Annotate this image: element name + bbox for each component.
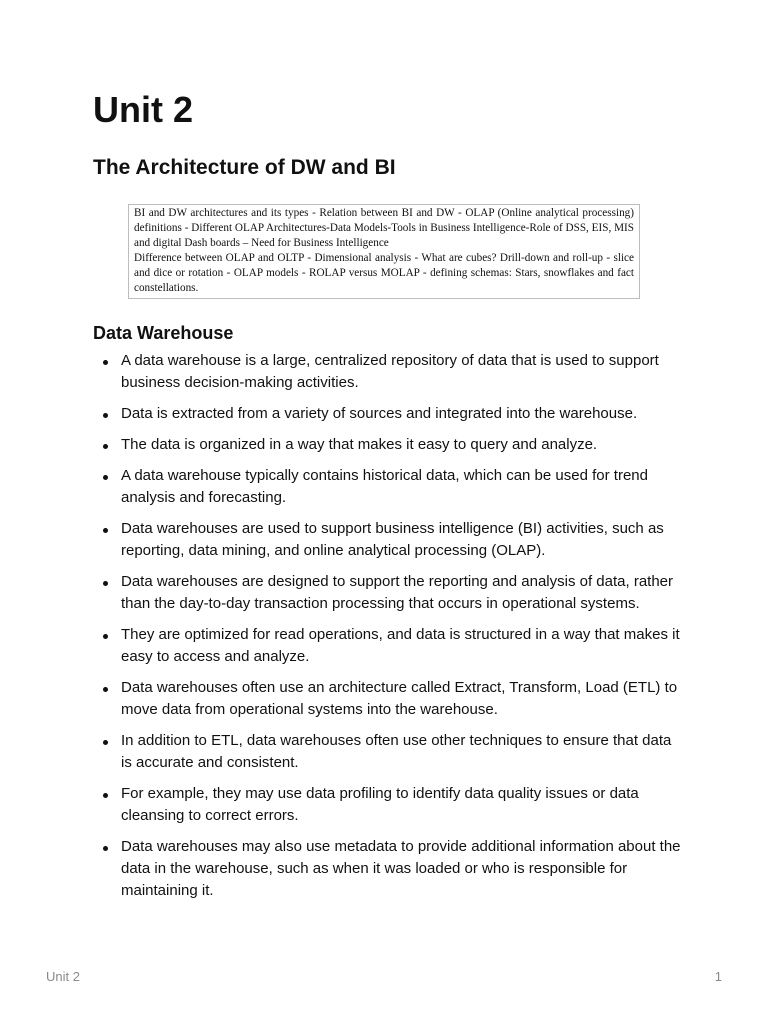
bullet-icon xyxy=(103,740,108,745)
bullet-text: Data warehouses may also use metadata to provide additional information about the data in the warehouse, such as when it was loaded or who is responsible for maintaining it. xyxy=(121,838,681,899)
bullet-item xyxy=(93,350,683,394)
bullet-item xyxy=(93,783,683,827)
footer-unit-label: Unit 2 xyxy=(46,969,80,984)
unit-title: Unit 2 xyxy=(93,89,194,130)
bullet-text: A data warehouse is a large, centralized repository of data that is used to support business decision-making activities. xyxy=(121,352,659,391)
syllabus-paragraph-2: Difference between OLAP and OLTP - Dimensional analysis - What are cubes? Drill-down and roll-up - slice and dice or rotation - OLAP models - ROLAP versus MOLAP - defining schemas: Stars, snowflakes and fact constellations. xyxy=(134,252,634,294)
bullet-text: The data is organized in a way that makes it easy to query and analyze. xyxy=(121,436,598,453)
bullet-item xyxy=(93,465,683,509)
bullet-text: A data warehouse typically contains historical data, which can be used for trend analysis and forecasting. xyxy=(121,467,648,506)
bullet-text: Data warehouses are designed to support the reporting and analysis of data, rather than the day-to-day transaction processing that occurs in operational systems. xyxy=(121,573,674,612)
bullet-text: They are optimized for read operations, and data is structured in a way that makes it easy to access and analyze. xyxy=(121,626,680,665)
bullet-item xyxy=(93,403,683,425)
bullet-icon xyxy=(103,581,108,586)
page-content xyxy=(93,88,683,911)
bullet-icon xyxy=(103,846,108,851)
subsection-title: Data Warehouse xyxy=(93,323,234,343)
bullet-item xyxy=(93,730,683,774)
bullet-item xyxy=(93,571,683,615)
bullet-item xyxy=(93,434,683,456)
bullet-icon xyxy=(103,687,108,692)
bullet-icon xyxy=(103,444,108,449)
bullet-icon xyxy=(103,793,108,798)
bullet-text: For example, they may use data profiling to identify data quality issues or data cleansing to correct errors. xyxy=(121,785,639,824)
footer-page-number: 1 xyxy=(714,969,722,984)
syllabus-paragraph-1: BI and DW architectures and its types - Relation between BI and DW - OLAP (Online analytical processing) definitions - Different OLAP Architectures-Data Models-Tools in Business Intelligence-Role of DSS, EIS, MIS and digital Dash boards – Need for Business Intelligence xyxy=(134,207,634,249)
bullet-icon xyxy=(103,413,108,418)
syllabus-image xyxy=(128,204,640,299)
bullet-text: Data warehouses are used to support business intelligence (BI) activities, such as reporting, data mining, and online analytical processing (OLAP). xyxy=(121,520,664,559)
bullet-item xyxy=(93,518,683,562)
bullet-list xyxy=(93,350,683,902)
bullet-icon xyxy=(103,528,108,533)
bullet-text: In addition to ETL, data warehouses often use other techniques to ensure that data is accurate and consistent. xyxy=(121,732,672,771)
section-title: The Architecture of DW and BI xyxy=(93,156,396,179)
bullet-item xyxy=(93,836,683,902)
bullet-icon xyxy=(103,475,108,480)
bullet-icon xyxy=(103,634,108,639)
bullet-item xyxy=(93,624,683,668)
bullet-text: Data is extracted from a variety of sources and integrated into the warehouse. xyxy=(121,405,638,422)
bullet-item xyxy=(93,677,683,721)
bullet-text: Data warehouses often use an architecture called Extract, Transform, Load (ETL) to move data from operational systems into the warehouse. xyxy=(121,679,678,718)
bullet-icon xyxy=(103,360,108,365)
